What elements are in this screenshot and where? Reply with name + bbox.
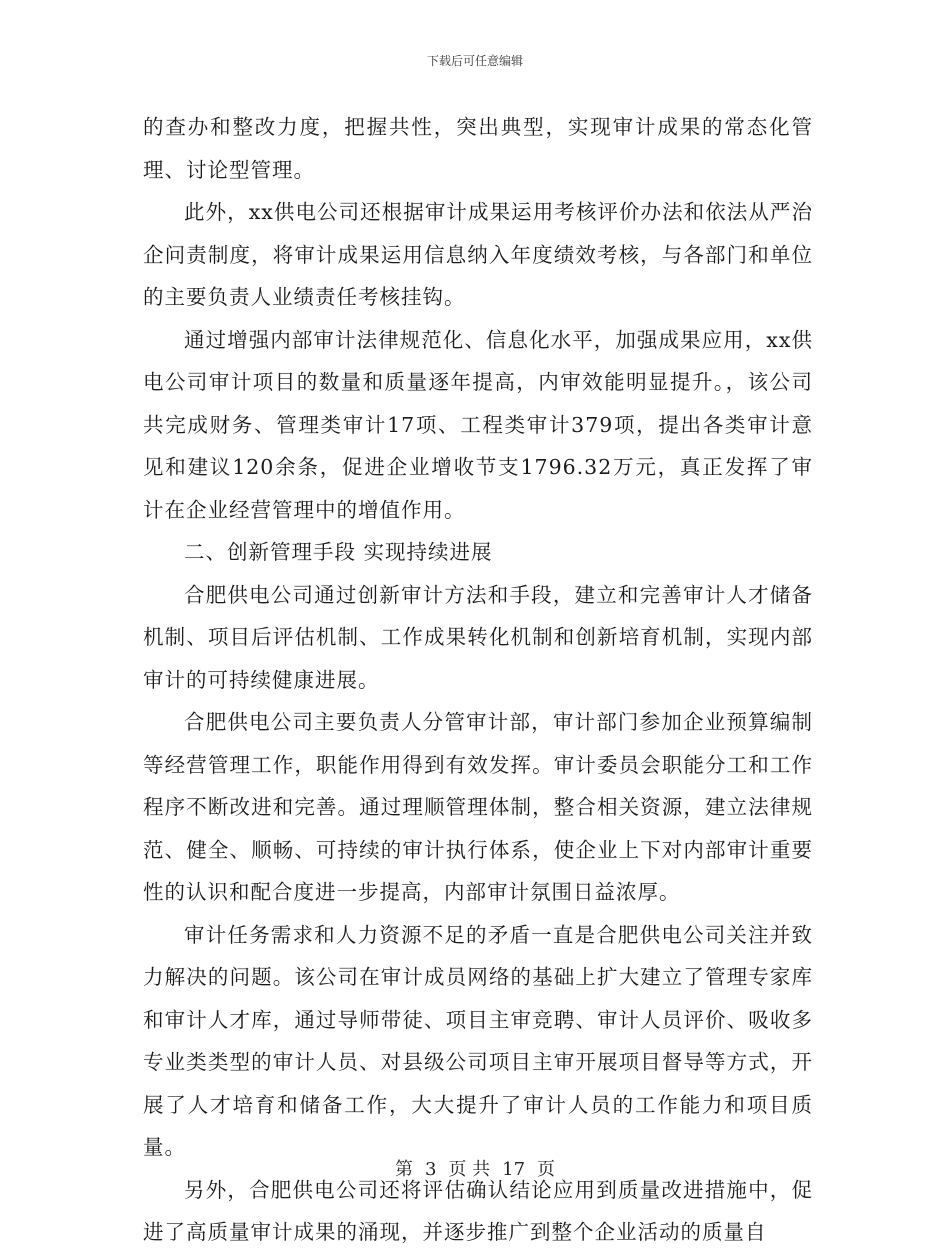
paragraph: 合肥供电公司通过创新审计方法和手段，建立和完善审计人才储备机制、项目后评估机制、工作成果转化机制和创新培育机制，实现内部审计的可持续健康进展。: [143, 582, 813, 692]
paragraph: 合肥供电公司主要负责人分管审计部，审计部门参加企业预算编制等经营管理工作，职能作用得到有效发挥。审计委员会职能分工和工作程序不断改进和完善。通过理顺管理体制，整合相关资源，建立法律规范、健全、顺畅、可持续的审计执行体系，使企业上下对内部审计重要性的认识和配合度进一步提高，内部审计氛围日益浓厚。: [143, 710, 813, 904]
section-heading: 二、创新管理手段 实现持续进展: [184, 540, 493, 564]
paragraph: 的查办和整改力度，把握共性，突出典型，实现审计成果的常态化管理、讨论型管理。: [143, 115, 813, 182]
total-pages: 17: [502, 1159, 526, 1180]
footer-prefix: 第: [394, 1159, 413, 1180]
paragraph: 通过增强内部审计法律规范化、信息化水平，加强成果应用，xx供电公司审计项目的数量和质量逐年提高，内审效能明显提升。，该公司共完成财务、管理类审计17项、工程类审计379项，提出各类审计意见和建议120余条，促进企业增收节支1796.32万元，真正发挥了审计在企业经营管理中的增值作用。: [143, 327, 813, 522]
footer-mid: 页 共: [448, 1159, 491, 1180]
page-number: 3: [424, 1159, 437, 1180]
page-footer: [0, 1155, 950, 1181]
paragraph: 此外，xx供电公司还根据审计成果运用考核评价办法和依法从严治企问责制度，将审计成果运用信息纳入年度绩效考核，与各部门和单位的主要负责人业绩责任考核挂钩。: [143, 200, 813, 309]
footer-suffix: 页: [537, 1159, 556, 1180]
page-header: 下载后可任意编辑: [426, 54, 523, 68]
paragraph: 审计任务需求和人力资源不足的矛盾一直是合肥供电公司关注并致力解决的问题。该公司在审计成员网络的基础上扩大建立了管理专家库和审计人才库，通过导师带徒、项目主审竞聘、审计人员评价、吸收多专业类类型的审计人员、对县级公司项目主审开展项目督导等方式，开展了人才培育和储备工作，大大提升了审计人员的工作能力和项目质量。: [143, 922, 813, 1159]
paragraph: 另外，合肥供电公司还将评估确认结论应用到质量改进措施中，促进了高质量审计成果的涌现，并逐步推广到整个企业活动的质量自: [143, 1177, 813, 1244]
document-body: [143, 106, 813, 1254]
